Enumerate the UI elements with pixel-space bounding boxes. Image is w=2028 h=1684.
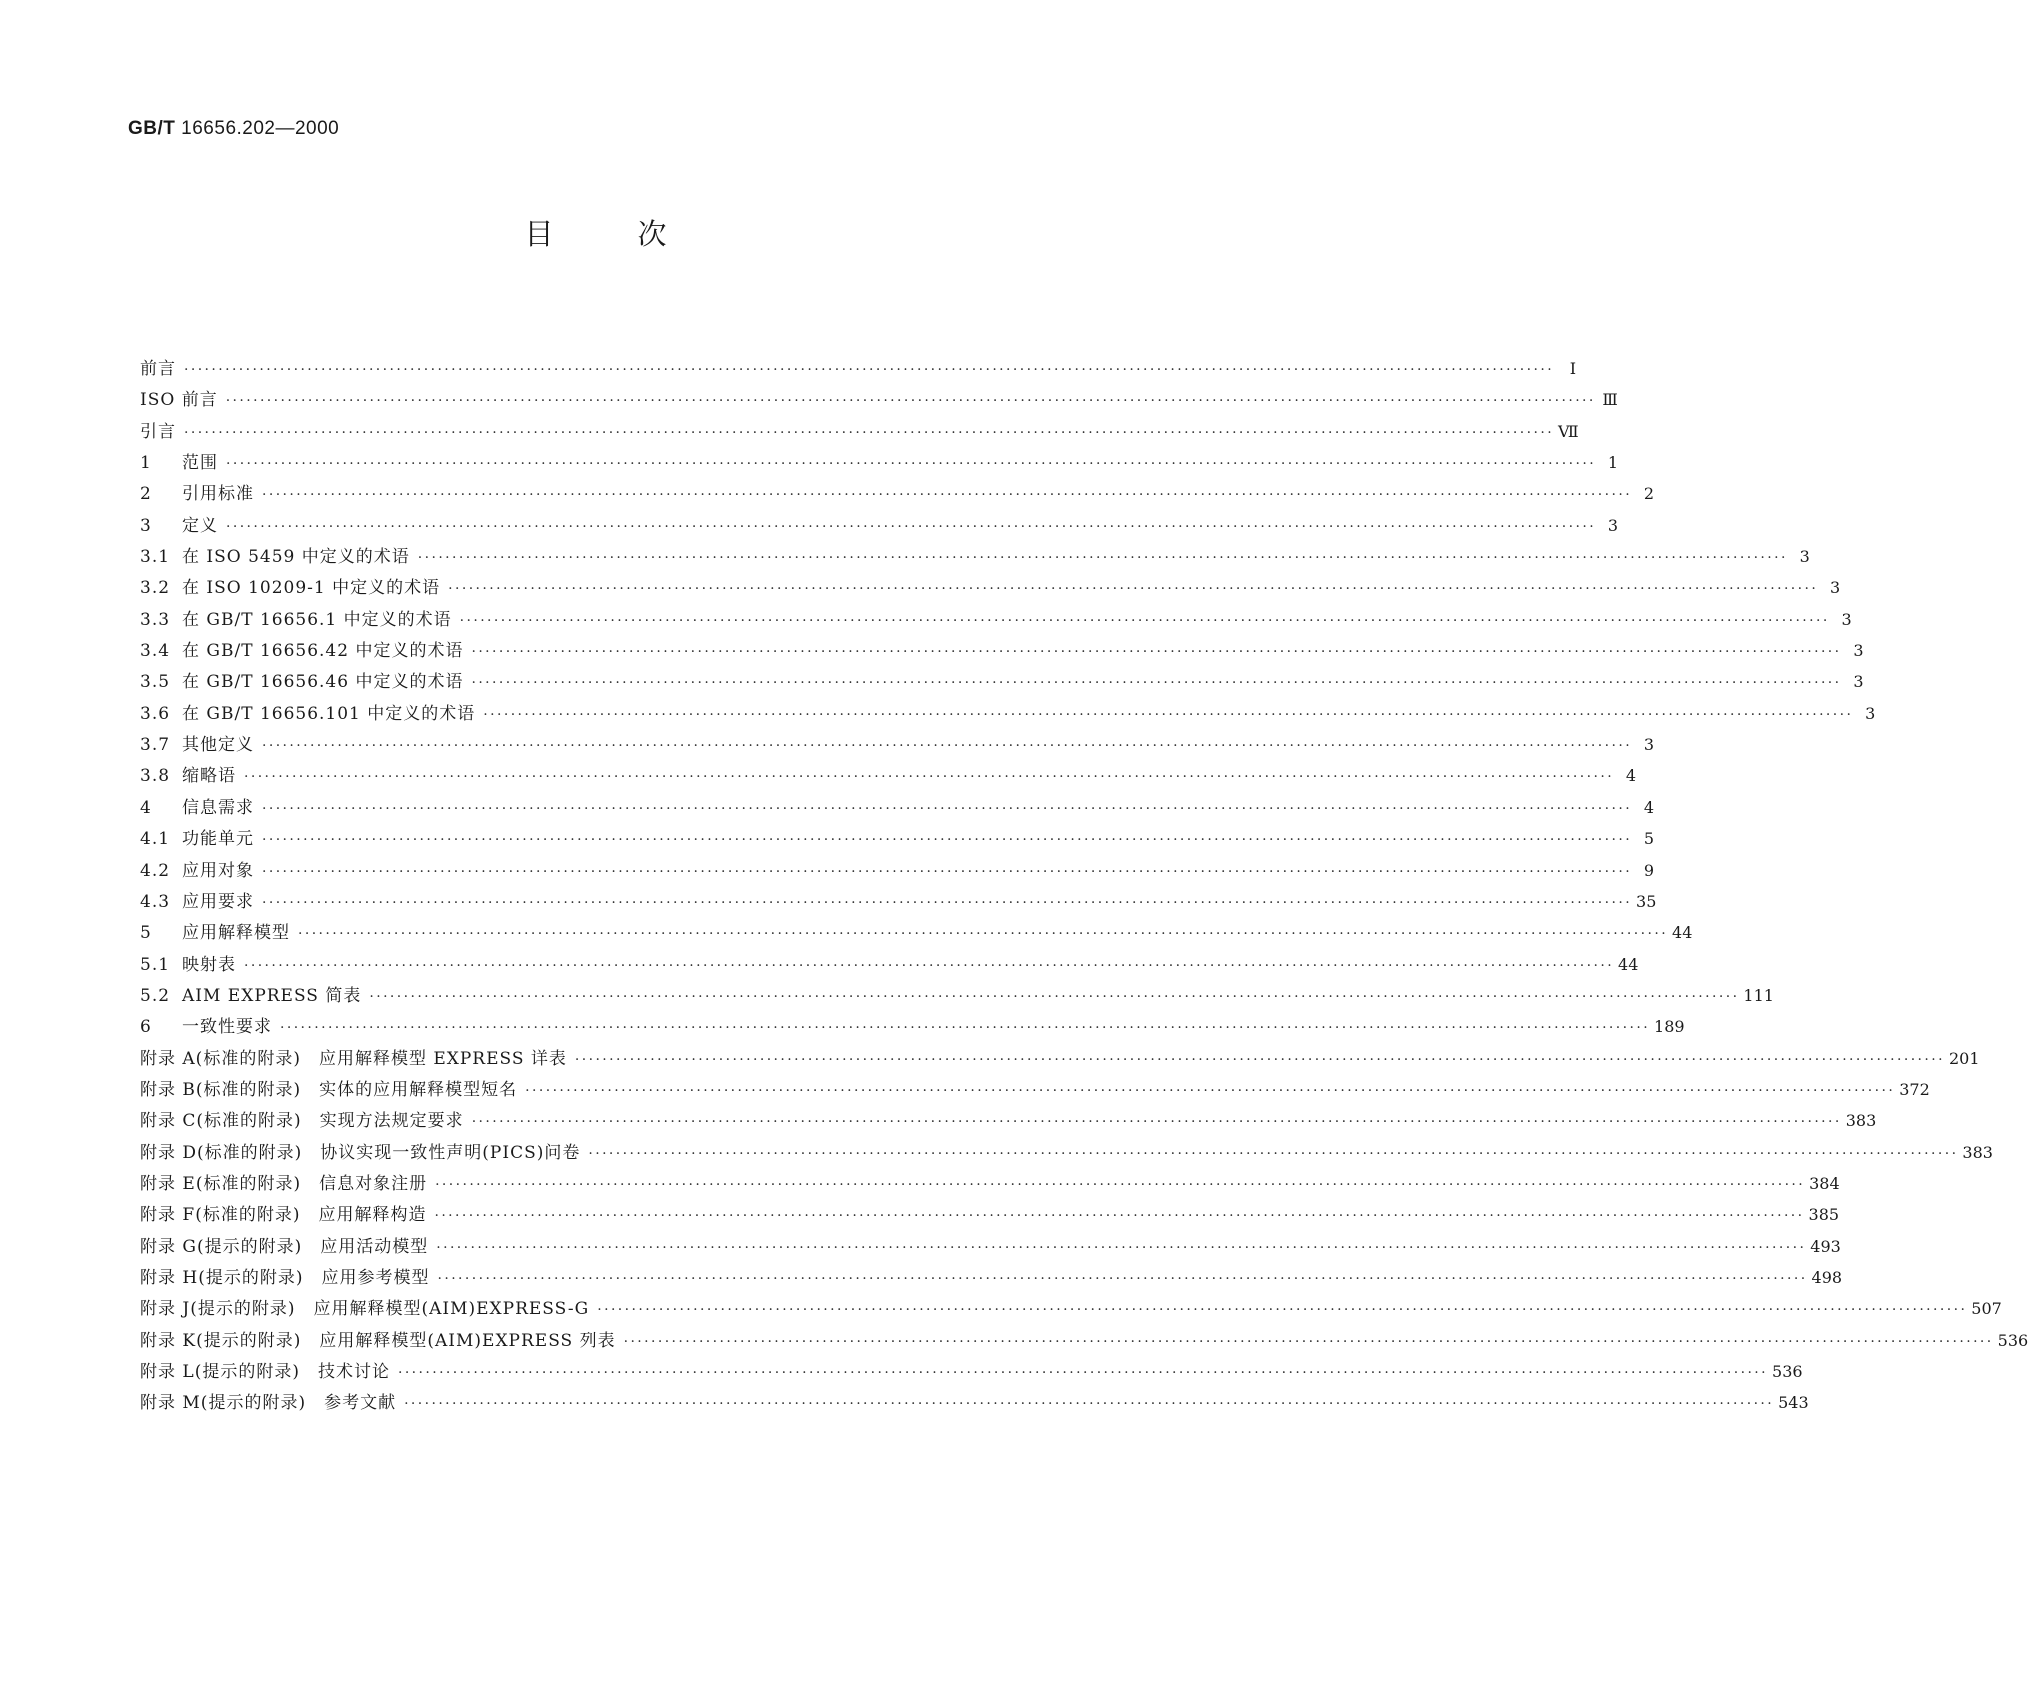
toc-page-number: Ⅶ <box>1558 421 1579 441</box>
toc-entry-title: 应用对象 <box>182 860 254 881</box>
toc-entry-title: 附录 B(标准的附录) 实体的应用解释模型短名 <box>140 1079 518 1100</box>
toc-entry-label <box>140 856 254 881</box>
toc-entry-title: 附录 J(提示的附录) 应用解释模型(AIM)EXPRESS-G <box>140 1299 590 1320</box>
toc-leader-dots: ········································································································································································································ <box>226 518 1597 535</box>
toc-section-number: 3.5 <box>140 672 171 693</box>
toc-leader-dots: ········································································································································································································ <box>298 926 1669 943</box>
toc-entry[interactable] <box>140 573 1841 604</box>
toc-entry-title: 在 ISO 5459 中定义的术语 <box>182 547 410 568</box>
toc-entry-title: 应用要求 <box>182 891 254 912</box>
toc-entry-title: 附录 A(标准的附录) 应用解释模型 EXPRESS 详表 <box>140 1048 567 1069</box>
toc-section-number: 3 <box>140 515 152 536</box>
toc-entry-label <box>140 918 290 943</box>
toc-page-number: 3 <box>1607 515 1619 535</box>
toc-page-number: 543 <box>1778 1393 1809 1413</box>
toc-entry[interactable] <box>140 385 1618 416</box>
toc-entry[interactable] <box>140 1357 1803 1388</box>
toc-entry[interactable] <box>140 1232 1841 1263</box>
toc-entry-label <box>140 511 218 536</box>
toc-entry-label <box>140 1326 616 1351</box>
toc-page-number: 498 <box>1811 1267 1843 1287</box>
toc-entry-title: 引言 <box>140 421 176 442</box>
toc-page-number: 189 <box>1654 1017 1685 1037</box>
toc-leader-dots: ········································································································································································································ <box>597 1302 1968 1319</box>
toc-section-number: 1 <box>140 453 152 474</box>
standard-prefix: GB/T <box>128 118 176 139</box>
toc-entry-title: 一致性要求 <box>182 1017 272 1038</box>
toc-entry[interactable] <box>140 1106 1877 1137</box>
toc-page-number: 385 <box>1808 1205 1840 1225</box>
toc-section-number: 4.3 <box>140 891 171 912</box>
toc-leader-dots: ········································································································································································································ <box>262 863 1633 880</box>
toc-entry-label <box>140 667 463 692</box>
toc-entry-title: 附录 L(提示的附录) 技术讨论 <box>140 1362 390 1382</box>
toc-page-number: 3 <box>1643 735 1655 755</box>
toc-entry-title: 附录 F(标准的附录) 应用解释构造 <box>140 1205 427 1226</box>
toc-leader-dots: ········································································································································································································ <box>483 706 1854 723</box>
toc-section-number: 5 <box>140 923 152 944</box>
toc-entry[interactable] <box>140 1200 1840 1231</box>
toc-leader-dots: ········································································································································································································ <box>244 957 1615 974</box>
toc-entry[interactable] <box>140 1294 2002 1325</box>
toc-leader-dots: ········································································································································································································ <box>397 1365 1769 1381</box>
toc-leader-dots: ········································································································································································································ <box>448 581 1819 598</box>
toc-leader-dots: ········································································································································································································ <box>184 362 1555 378</box>
toc-entry-label <box>140 981 361 1006</box>
toc-leader-dots: ········································································································································································································ <box>588 1145 1959 1162</box>
toc-entry-title: 附录 K(提示的附录) 应用解释模型(AIM)EXPRESS 列表 <box>140 1330 616 1351</box>
toc-entry-title: 在 GB/T 16656.101 中定义的术语 <box>182 703 476 724</box>
toc-entry[interactable] <box>140 1075 1930 1106</box>
page-title: 目次 <box>524 217 751 251</box>
toc-leader-dots: ········································································································································································································ <box>459 612 1830 629</box>
toc-page-number: 9 <box>1643 860 1655 880</box>
toc-leader-dots: ········································································································································································································ <box>262 894 1633 911</box>
toc-entry-label <box>140 887 254 912</box>
toc-leader-dots: ········································································································································································································ <box>437 1270 1808 1287</box>
toc-page-number: 35 <box>1636 891 1657 911</box>
toc-entry-label <box>140 354 176 379</box>
toc-entry-label <box>140 1044 567 1069</box>
toc-entry[interactable] <box>140 887 1657 918</box>
toc-entry-label <box>140 1263 430 1288</box>
toc-section-number: 6 <box>140 1017 152 1038</box>
toc-page-number: 111 <box>1743 985 1774 1005</box>
toc-page-number: 2 <box>1643 484 1655 504</box>
toc-entry-title: 映射表 <box>182 954 236 975</box>
toc-entry[interactable] <box>140 1138 1993 1169</box>
toc-entry[interactable] <box>140 824 1655 855</box>
toc-entry-label <box>140 1357 390 1382</box>
toc-entry-label <box>140 385 218 410</box>
toc-entry-title: 功能单元 <box>182 829 254 850</box>
toc-entry[interactable] <box>140 542 1810 573</box>
toc-page-number: 3 <box>1853 641 1864 661</box>
toc-page-number: 3 <box>1853 672 1864 692</box>
toc-section-number: 3.8 <box>140 766 171 787</box>
toc-entry[interactable] <box>140 950 1639 981</box>
toc-entry-label <box>140 479 254 504</box>
toc-entry[interactable] <box>140 605 1852 636</box>
toc-entry-title: 引用标准 <box>182 484 254 505</box>
toc-entry-title: 其他定义 <box>182 735 254 756</box>
toc-entry-label <box>140 1200 426 1225</box>
toc-entry-label <box>140 417 176 442</box>
toc-page-number: 44 <box>1672 923 1693 943</box>
toc-entry-title: 在 GB/T 16656.1 中定义的术语 <box>182 609 452 630</box>
toc-entry-label <box>140 1075 517 1100</box>
toc-entry-title: 附录 D(标准的附录) 协议实现一致性声明(PICS)问卷 <box>140 1142 581 1163</box>
toc-page-number: 507 <box>1971 1299 2002 1319</box>
toc-entry[interactable] <box>140 761 1637 792</box>
toc-page-number: 384 <box>1809 1173 1840 1193</box>
toc-leader-dots: ········································································································································································································ <box>435 1176 1806 1193</box>
toc-leader-dots: ········································································································································································································ <box>262 738 1633 755</box>
toc-entry-title: 在 GB/T 16656.42 中定义的术语 <box>182 641 464 662</box>
toc-section-number: 5.1 <box>140 954 171 975</box>
toc-entry-label <box>140 636 463 661</box>
toc-page-number: 493 <box>1810 1236 1841 1256</box>
toc-entry[interactable] <box>140 1326 2028 1357</box>
toc-entry-title: 前言 <box>140 359 176 379</box>
toc-section-number: 5.2 <box>140 985 171 1006</box>
toc-entry[interactable] <box>140 511 1619 542</box>
toc-section-number: 3.7 <box>140 735 171 756</box>
toc-entry-title: 附录 G(提示的附录) 应用活动模型 <box>140 1236 429 1257</box>
toc-page-number: 201 <box>1948 1048 1980 1068</box>
toc-entry-label <box>140 605 452 630</box>
toc-entry[interactable] <box>140 479 1655 510</box>
toc-leader-dots: ········································································································································································································ <box>226 456 1597 473</box>
toc-entry-label <box>140 1388 396 1413</box>
toc-entry[interactable] <box>140 918 1693 949</box>
toc-leader-dots: ········································································································································································································ <box>525 1082 1896 1099</box>
toc-entry[interactable] <box>140 354 1577 385</box>
toc-entry-title: AIM EXPRESS 简表 <box>182 985 362 1006</box>
toc-entry-label <box>140 1294 589 1319</box>
toc-leader-dots: ········································································································································································································ <box>471 675 1842 692</box>
toc-entry-label <box>140 1232 428 1257</box>
toc-entry[interactable] <box>140 448 1619 479</box>
toc-entry-label <box>140 730 254 755</box>
toc-entry[interactable] <box>140 1169 1840 1200</box>
toc-entry-title: ISO 前言 <box>140 390 218 411</box>
toc-section-number: 3.4 <box>140 641 171 662</box>
toc-page-number: 3 <box>1830 578 1841 598</box>
toc-leader-dots: ········································································································································································································ <box>471 1114 1842 1131</box>
toc-entry-label <box>140 448 218 473</box>
toc-page-number: 383 <box>1962 1142 1993 1162</box>
toc-leader-dots: ········································································································································································································ <box>244 769 1615 786</box>
standard-number: 16656.202—2000 <box>181 118 340 139</box>
toc-page-number: 44 <box>1618 954 1639 974</box>
toc-section-number: 3.2 <box>140 578 171 599</box>
toc-page-number: 4 <box>1625 766 1637 786</box>
toc-entry[interactable] <box>140 1044 1980 1075</box>
toc-entry-title: 应用解释模型 <box>182 923 290 944</box>
toc-entry-title: 范围 <box>182 453 218 474</box>
toc-entry-label <box>140 542 410 567</box>
toc-entry-label <box>140 1106 464 1131</box>
toc-leader-dots: ········································································································································································································ <box>280 1020 1651 1037</box>
toc-leader-dots: ········································································································································································································ <box>404 1396 1775 1413</box>
toc-entry[interactable] <box>140 667 1864 698</box>
toc-section-number: 3.1 <box>140 547 171 568</box>
toc-leader-dots: ········································································································································································································ <box>262 487 1633 504</box>
toc-entry[interactable] <box>140 981 1774 1012</box>
toc-page-number: Ⅲ <box>1602 390 1618 410</box>
toc-entry[interactable] <box>140 856 1655 887</box>
table-of-contents <box>140 354 2028 1420</box>
toc-entry-title: 在 ISO 10209-1 中定义的术语 <box>182 578 441 599</box>
toc-leader-dots: ········································································································································································································ <box>262 832 1633 849</box>
toc-leader-dots: ········································································································································································································ <box>471 644 1842 661</box>
toc-entry-title: 附录 H(提示的附录) 应用参考模型 <box>140 1267 430 1288</box>
toc-entry-title: 定义 <box>182 515 218 536</box>
toc-leader-dots: ········································································································································································································ <box>434 1208 1805 1225</box>
toc-entry-label <box>140 699 475 724</box>
toc-entry-label <box>140 1169 427 1194</box>
toc-section-number: 2 <box>140 484 152 505</box>
toc-entry[interactable] <box>140 793 1655 824</box>
standard-code <box>128 118 339 140</box>
toc-entry[interactable] <box>140 1012 1685 1043</box>
toc-entry-label <box>140 761 236 786</box>
toc-page-number: 1 <box>1607 453 1619 473</box>
toc-page-number: Ⅰ <box>1569 359 1577 378</box>
toc-entry-title: 附录 E(标准的附录) 信息对象注册 <box>140 1173 428 1194</box>
toc-entry[interactable] <box>140 1263 1843 1294</box>
toc-page-number: 5 <box>1643 829 1655 849</box>
toc-entry-title: 附录 M(提示的附录) 参考文献 <box>140 1393 397 1414</box>
toc-page-number: 536 <box>1772 1362 1803 1381</box>
toc-entry-label <box>140 1138 580 1163</box>
toc-section-number: 4 <box>140 797 152 818</box>
toc-entry-title: 在 GB/T 16656.46 中定义的术语 <box>182 672 464 693</box>
toc-entry-label <box>140 950 236 975</box>
toc-page-number: 3 <box>1841 609 1852 629</box>
toc-leader-dots: ········································································································································································································ <box>417 550 1788 567</box>
toc-entry-title: 附录 C(标准的附录) 实现方法规定要求 <box>140 1111 464 1132</box>
toc-entry-label <box>140 824 254 849</box>
toc-entry-label <box>140 1012 272 1037</box>
toc-section-number: 3.3 <box>140 609 171 630</box>
toc-page-number: 536 <box>1997 1330 2028 1350</box>
toc-page-number: 372 <box>1899 1079 1930 1099</box>
toc-entry[interactable] <box>140 1388 1809 1419</box>
toc-entry-title: 信息需求 <box>182 797 254 818</box>
toc-page-number: 383 <box>1845 1111 1877 1131</box>
toc-section-number: 3.6 <box>140 703 171 724</box>
toc-entry-title: 缩略语 <box>182 766 236 787</box>
toc-leader-dots: ········································································································································································································ <box>436 1239 1807 1256</box>
toc-leader-dots: ········································································································································································································ <box>574 1051 1945 1068</box>
toc-page-number: 3 <box>1799 547 1810 567</box>
toc-leader-dots: ········································································································································································································ <box>184 424 1555 441</box>
toc-entry-label <box>140 793 254 818</box>
toc-leader-dots: ········································································································································································································ <box>369 988 1740 1005</box>
toc-entry[interactable] <box>140 417 1579 448</box>
toc-entry[interactable] <box>140 636 1864 667</box>
toc-entry-label <box>140 573 440 598</box>
toc-section-number: 4.1 <box>140 829 171 850</box>
toc-page-number: 3 <box>1865 703 1876 723</box>
toc-page-number: 4 <box>1643 797 1655 817</box>
toc-leader-dots: ········································································································································································································ <box>623 1333 1994 1350</box>
toc-leader-dots: ········································································································································································································ <box>225 393 1596 410</box>
toc-section-number: 4.2 <box>140 860 171 881</box>
toc-leader-dots: ········································································································································································································ <box>262 800 1633 817</box>
toc-entry[interactable] <box>140 730 1655 761</box>
toc-entry[interactable] <box>140 699 1876 730</box>
